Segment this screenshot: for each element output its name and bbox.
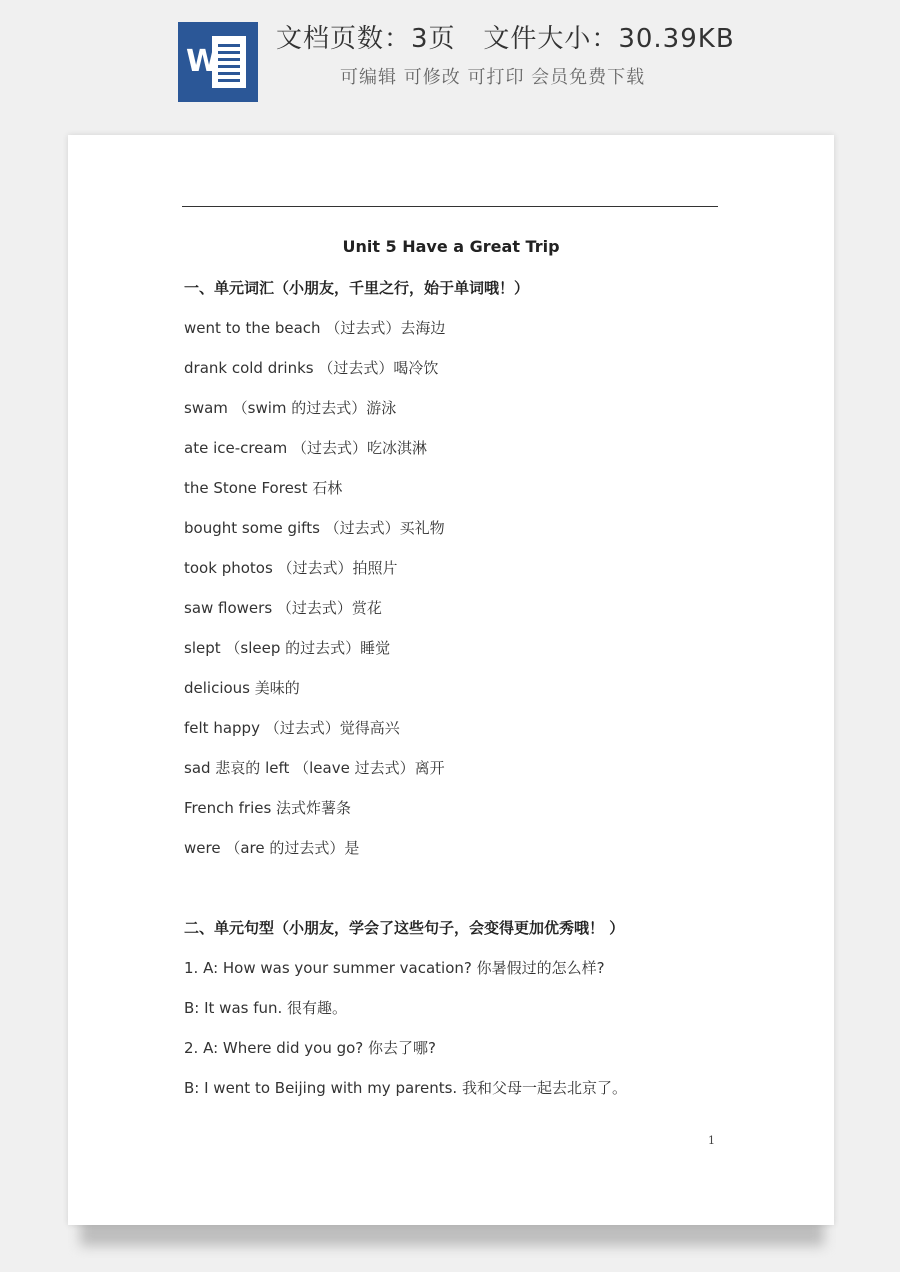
vocab-item: French fries 法式炸薯条 bbox=[184, 799, 352, 817]
section-heading-sentences: 二、单元句型（小朋友，学会了这些句子，会变得更加优秀哦！ ） bbox=[184, 919, 625, 937]
doc-info-title: 文档页数：3页 文件大小：30.39KB bbox=[276, 24, 735, 54]
sentence-item: 2. A: Where did you go? 你去了哪? bbox=[184, 1039, 436, 1057]
vocab-item: slept （sleep 的过去式）睡觉 bbox=[184, 639, 391, 657]
vocab-item: delicious 美味的 bbox=[184, 679, 300, 697]
download-banner bbox=[0, 0, 900, 120]
vocab-item: took photos （过去式）拍照片 bbox=[184, 559, 398, 577]
vocab-item: saw flowers （过去式）赏花 bbox=[184, 599, 382, 617]
page-number: 1 bbox=[708, 1134, 715, 1147]
vocab-item: the Stone Forest 石林 bbox=[184, 479, 343, 497]
vocab-item: were （are 的过去式）是 bbox=[184, 839, 360, 857]
doc-info-subtitle: 可编辑 可修改 可打印 会员免费下载 bbox=[340, 67, 646, 88]
section-heading-vocab: 一、单元词汇（小朋友，千里之行，始于单词哦！） bbox=[184, 279, 530, 297]
vocab-item: went to the beach （过去式）去海边 bbox=[184, 319, 446, 337]
word-doc-icon bbox=[178, 22, 258, 102]
sentence-item: B: I went to Beijing with my parents. 我和父母一起去北京了。 bbox=[184, 1079, 627, 1097]
vocab-item: felt happy （过去式）觉得高兴 bbox=[184, 719, 400, 737]
document-page bbox=[68, 135, 834, 1225]
word-logo-letter: W bbox=[186, 44, 220, 79]
vocab-item: ate ice-cream （过去式）吃冰淇淋 bbox=[184, 439, 428, 457]
header-rule bbox=[182, 206, 718, 207]
vocab-item: swam （swim 的过去式）游泳 bbox=[184, 399, 397, 417]
vocab-item: drank cold drinks （过去式）喝冷饮 bbox=[184, 359, 439, 377]
vocab-item: sad 悲哀的 left （leave 过去式）离开 bbox=[184, 759, 445, 777]
sentence-item: 1. A: How was your summer vacation? 你暑假过的怎么样? bbox=[184, 959, 605, 977]
vocab-item: bought some gifts （过去式）买礼物 bbox=[184, 519, 445, 537]
sentence-item: B: It was fun. 很有趣。 bbox=[184, 999, 348, 1017]
document-title: Unit 5 Have a Great Trip bbox=[342, 237, 560, 256]
